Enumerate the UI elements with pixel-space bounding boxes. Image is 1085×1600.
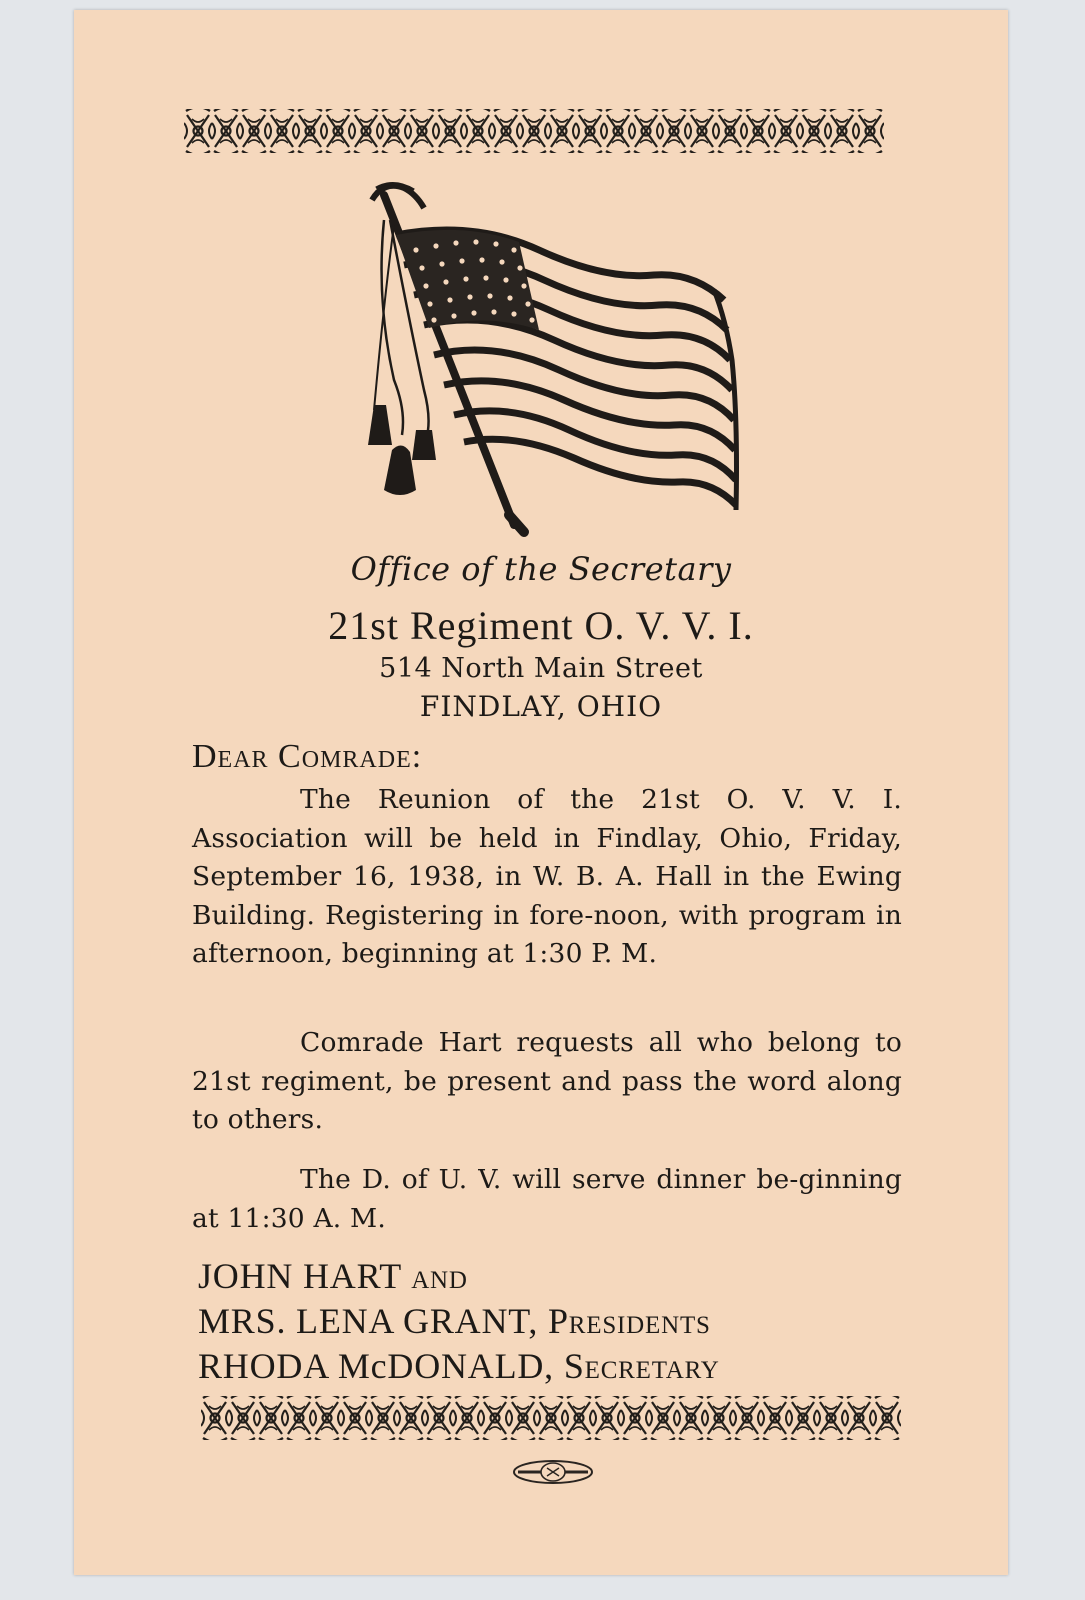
reunion-card [74, 10, 1008, 1575]
regiment-title: 21st Regiment O. V. V. I. [328, 603, 754, 648]
signature-name-john-hart: JOHN HART [198, 1256, 402, 1296]
american-flag-icon [354, 180, 754, 550]
signature-name-rhoda-mcdonald: RHODA McDONALD, [198, 1346, 554, 1386]
bottom-ornamental-border-icon [201, 1392, 901, 1444]
union-label-icon [512, 1457, 594, 1487]
signature-name-lena-grant: MRS. LENA GRANT, [198, 1301, 539, 1341]
signature-line-1 [198, 1255, 468, 1297]
top-ornamental-border-icon [184, 105, 884, 157]
paragraph-reunion: The Reunion of the 21st O. V. V. I. Association will be held in Findlay, Ohio, Friday, September 16, 1938, in W. B. A. Hall in the Ewing Building. Registering in fore-noon, with program in afternoon, beginning at 1:30 P. M. [192, 784, 902, 969]
salutation: Dear Comrade: [192, 738, 423, 775]
signature-line-2 [198, 1300, 711, 1342]
signature-line-3 [198, 1345, 720, 1387]
signature-title-presidents: Presidents [547, 1301, 711, 1341]
signature-and: and [411, 1256, 468, 1296]
paragraph-dinner: The D. of U. V. will serve dinner be-ginning at 11:30 A. M. [192, 1164, 902, 1234]
paragraph-request: Comrade Hart requests all who belong to 21st regiment, be present and pass the word along to others. [192, 1027, 902, 1135]
city-line: FINDLAY, OHIO [419, 690, 663, 723]
signature-title-secretary: Secretary [563, 1346, 720, 1386]
office-line: Office of the Secretary [350, 550, 732, 588]
street-address: 514 North Main Street [379, 653, 703, 684]
